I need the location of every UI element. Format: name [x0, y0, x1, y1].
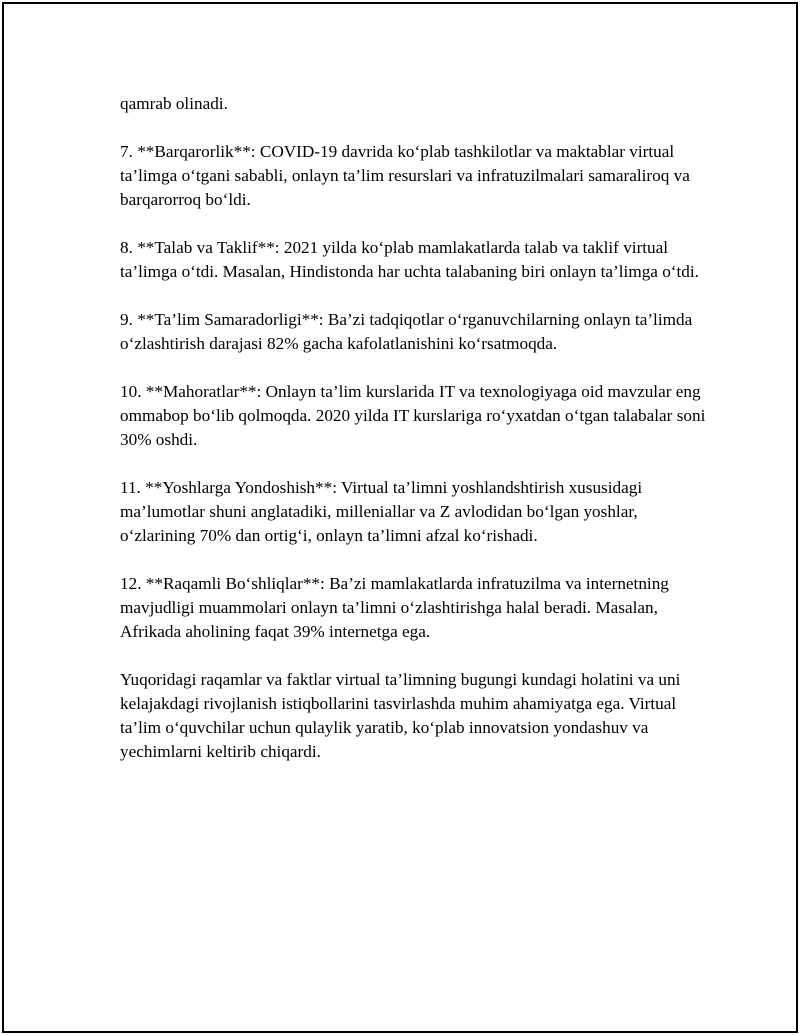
paragraph-item-7: 7. **Barqarorlik**: COVID-19 davrida ko‘plab tashkilotlar va maktablar virtual ta’limga o‘tgani sababli, onlayn ta’lim resurslari va infratuzilmalari samaraliroq va barqarorroq bo‘ldi. [120, 142, 690, 209]
paragraph-conclusion: Yuqoridagi raqamlar va faktlar virtual ta’limning bugungi kundagi holatini va uni kelajakdagi rivojlanish istiqbollarini tasvirlashda muhim ahamiyatga ega. Virtual ta’lim o‘quvchilar uchun qulaylik yaratib, ko‘plab innovatsion yondashuv va yechimlarni keltirib chiqardi. [120, 670, 681, 761]
paragraph-continuation: qamrab olinadi. [120, 94, 228, 113]
paragraph-item-12: 12. **Raqamli Bo‘shliqlar**: Ba’zi mamlakatlarda infratuzilma va internetning mavjudligi muammolari onlayn ta’limni o‘zlashtirishga halal beradi. Masalan, Afrikada aholining faqat 39% internetga ega. [120, 574, 669, 641]
document-body [120, 92, 710, 788]
paragraph-item-10: 10. **Mahoratlar**: Onlayn ta’lim kurslarida IT va texnologiyaga oid mavzular eng ommabop bo‘lib qolmoqda. 2020 yilda IT kurslariga ro‘yxatdan o‘tgan talabalar soni 30% oshdi. [120, 382, 706, 449]
paragraph-item-9: 9. **Ta’lim Samaradorligi**: Ba’zi tadqiqotlar o‘rganuvchilarning onlayn ta’limda o‘zlashtirish darajasi 82% gacha kafolatlanishini ko‘rsatmoqda. [120, 310, 693, 353]
paragraph-item-8: 8. **Talab va Taklif**: 2021 yilda ko‘plab mamlakatlarda talab va taklif virtual ta’limga o‘tdi. Masalan, Hindistonda har uchta talabaning biri onlayn ta’limga o‘tdi. [120, 238, 699, 281]
paragraph-item-11: 11. **Yoshlarga Yondoshish**: Virtual ta’limni yoshlandshtirish xususidagi ma’lumotlar shuni anglatadiki, milleniallar va Z avlodidan bo‘lgan yoshlar, o‘zlarining 70% dan ortig‘i, onlayn ta’limni afzal ko‘rishadi. [120, 478, 643, 545]
document-page [2, 2, 798, 1033]
